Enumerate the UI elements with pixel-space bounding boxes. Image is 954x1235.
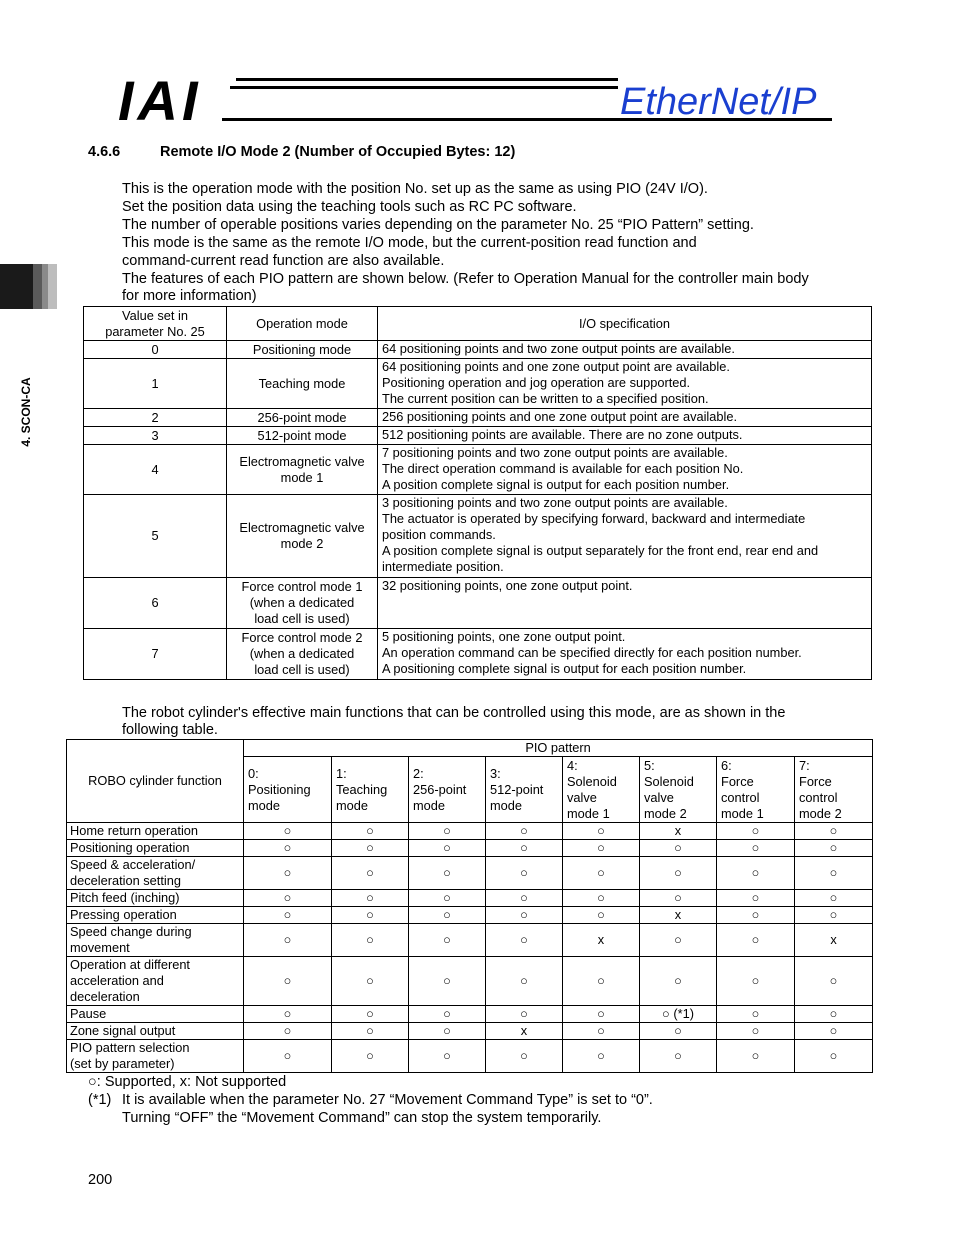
pattern-header-line: mode 2 (644, 805, 687, 821)
function-name-line: (set by parameter) (70, 1056, 175, 1071)
support-mark: ○ (640, 1040, 717, 1073)
io-specification-line: 512 positioning points are available. There are no zone outputs. (382, 427, 743, 442)
io-specification (378, 409, 872, 427)
pattern-header-line: Teaching (336, 781, 388, 797)
function-name-line: PIO pattern selection (70, 1040, 190, 1055)
io-specification-line: 7 positioning points and two zone output points are available. (382, 445, 728, 460)
function-name-line: Speed change during (70, 924, 192, 939)
table-row (67, 857, 873, 890)
function-name-line: Home return operation (70, 823, 199, 838)
table-header-row (67, 740, 873, 757)
io-specification-line: A position complete signal is output separately for the front end, rear end and (382, 543, 819, 558)
operation-mode (227, 409, 378, 427)
table-row (67, 890, 873, 907)
function-name-line: Operation at different (70, 957, 190, 972)
pattern-header (563, 757, 640, 823)
support-mark: ○ (717, 1006, 795, 1023)
operation-mode-line: 256-point mode (257, 409, 347, 425)
pattern-header-line: Force (799, 773, 832, 789)
function-name (67, 907, 244, 924)
intro-line: This is the operation mode with the position No. set up as the same as using PIO (24V I/O). (122, 181, 708, 197)
support-mark: ○ (717, 924, 795, 957)
function-name-line: deceleration setting (70, 873, 181, 888)
io-specification (378, 495, 872, 578)
io-specification (378, 427, 872, 445)
pattern-header-line: mode (490, 797, 523, 813)
pattern-header (332, 757, 409, 823)
support-mark: ○ (409, 823, 486, 840)
operation-mode-line: mode 2 (280, 536, 324, 551)
support-mark: ○ (332, 1006, 409, 1023)
support-mark: ○ (409, 840, 486, 857)
support-mark: ○ (717, 957, 795, 1006)
table-row (84, 341, 872, 359)
operation-mode-line: 512-point mode (257, 427, 347, 443)
function-name-line: Pitch feed (inching) (70, 890, 180, 905)
functions-intro-line: following table. (122, 722, 218, 738)
pattern-header-line: Positioning (248, 781, 311, 797)
support-mark: ○ (332, 840, 409, 857)
param-value: 5 (84, 495, 227, 578)
pattern-header (244, 757, 332, 823)
io-specification-line: 3 positioning points and two zone output points are available. (382, 495, 728, 510)
operation-mode-line: Electromagnetic valve (239, 520, 365, 535)
legend-note: ○: Supported, x: Not supported (88, 1074, 287, 1090)
support-mark: ○ (563, 890, 640, 907)
support-mark: ○ (795, 1023, 873, 1040)
support-mark: ○ (717, 907, 795, 924)
function-name-line: movement (70, 940, 130, 955)
support-mark: ○ (409, 857, 486, 890)
pattern-header-line: Solenoid (644, 773, 694, 789)
table-row (84, 427, 872, 445)
operation-mode (227, 445, 378, 495)
operation-mode-line: load cell is used) (254, 611, 350, 626)
ethernet-ip-logo: EtherNet/IP (620, 81, 817, 123)
support-mark: ○ (563, 957, 640, 1006)
operation-mode (227, 629, 378, 680)
support-mark: ○ (332, 1040, 409, 1073)
operation-mode-line: Force control mode 1 (241, 579, 363, 594)
table-row (67, 1040, 873, 1073)
function-name (67, 1023, 244, 1040)
io-specification-line: Positioning operation and jog operation are supported. (382, 375, 691, 390)
table-row (84, 578, 872, 629)
table-row (84, 359, 872, 409)
support-mark: ○ (486, 890, 563, 907)
support-mark: ○ (563, 823, 640, 840)
param-value: 3 (84, 427, 227, 445)
support-mark: ○ (563, 907, 640, 924)
function-name (67, 890, 244, 907)
support-mark: ○ (244, 924, 332, 957)
operation-mode-line: load cell is used) (254, 662, 350, 677)
support-mark: ○ (409, 907, 486, 924)
intro-line: The number of operable positions varies depending on the parameter No. 25 “PIO Pattern” setting. (122, 217, 754, 233)
param-value: 2 (84, 409, 227, 427)
support-mark: ○ (244, 907, 332, 924)
support-mark: ○ (717, 1040, 795, 1073)
io-specification-line: 64 positioning points and two zone output points are available. (382, 341, 735, 356)
pattern-header (795, 757, 873, 823)
function-support-table (66, 739, 873, 1073)
io-specification-line: The direct operation command is available for each position No. (382, 461, 744, 476)
support-mark: ○ (640, 857, 717, 890)
support-mark: ○ (244, 890, 332, 907)
intro-line: This mode is the same as the remote I/O mode, but the current-position read function and (122, 235, 697, 251)
io-specification-line: 32 positioning points, one zone output point. (382, 578, 633, 593)
table-row (84, 445, 872, 495)
table-row (84, 495, 872, 578)
support-mark: ○ (486, 857, 563, 890)
support-mark: ○ (795, 823, 873, 840)
support-mark: ○ (486, 1040, 563, 1073)
support-mark: ○ (640, 840, 717, 857)
header-value-set: Value set in parameter No. 25 (84, 307, 227, 341)
io-specification-line: 256 positioning points and one zone output point are available. (382, 409, 738, 424)
operation-mode-line: (when a dedicated (249, 595, 355, 610)
operation-mode (227, 427, 378, 445)
pattern-header (717, 757, 795, 823)
io-specification (378, 629, 872, 680)
io-specification-line: An operation command can be specified directly for each position number. (382, 645, 802, 660)
io-specification-line: 64 positioning points and one zone output point are available. (382, 359, 730, 374)
section-heading (88, 144, 515, 160)
function-name (67, 823, 244, 840)
operation-mode-line: Force control mode 2 (241, 630, 363, 645)
pattern-header-line: control (721, 789, 760, 805)
support-mark: ○ (563, 1006, 640, 1023)
support-mark: ○ (332, 1023, 409, 1040)
function-name (67, 1040, 244, 1073)
header-io-spec: I/O specification (378, 307, 872, 341)
pattern-header (409, 757, 486, 823)
pattern-header-line: 0: (248, 765, 259, 781)
support-mark: ○ (640, 924, 717, 957)
support-mark: ○ (332, 890, 409, 907)
support-mark: ○ (563, 1023, 640, 1040)
support-mark: ○ (795, 857, 873, 890)
support-mark: ○ (717, 823, 795, 840)
support-mark: ○ (409, 1023, 486, 1040)
io-specification (378, 445, 872, 495)
support-mark: ○ (795, 1040, 873, 1073)
pattern-header-line: 2: (413, 765, 424, 781)
support-mark: x (795, 924, 873, 957)
pattern-header-line: valve (567, 789, 597, 805)
table-row (67, 1023, 873, 1040)
io-specification (378, 359, 872, 409)
param-value: 1 (84, 359, 227, 409)
support-mark: ○ (795, 907, 873, 924)
header-pio-pattern: PIO pattern (244, 740, 873, 757)
function-name-line: Positioning operation (70, 840, 190, 855)
intro-line: for more information) (122, 288, 257, 304)
header-logo (118, 74, 838, 128)
support-mark: ○ (244, 1040, 332, 1073)
support-mark: ○ (640, 1023, 717, 1040)
support-mark: ○ (332, 907, 409, 924)
support-mark: ○ (717, 1023, 795, 1040)
support-mark: ○ (486, 924, 563, 957)
support-mark: ○ (244, 1023, 332, 1040)
support-mark: ○ (409, 924, 486, 957)
table-header-row (84, 307, 872, 341)
pattern-header-line: mode 1 (721, 805, 764, 821)
io-specification-line: The current position can be written to a specified position. (382, 391, 709, 406)
io-specification-line: A positioning complete signal is output for each position number. (382, 661, 747, 676)
function-name-line: Pressing operation (70, 907, 177, 922)
io-specification-line: intermediate position. (382, 559, 504, 574)
table-row (67, 840, 873, 857)
operation-mode (227, 495, 378, 578)
param-value: 6 (84, 578, 227, 629)
support-mark: ○ (244, 957, 332, 1006)
table-row (67, 1006, 873, 1023)
section-number: 4.6.6 (88, 144, 121, 160)
support-mark: ○ (409, 1040, 486, 1073)
function-name (67, 1006, 244, 1023)
footnote-text: It is available when the parameter No. 27 “Movement Command Type” is set to “0”. (122, 1092, 653, 1108)
param-value: 0 (84, 341, 227, 359)
pattern-header-line: 3: (490, 765, 501, 781)
support-mark: ○ (563, 840, 640, 857)
support-mark: x (563, 924, 640, 957)
operation-mode-line: Teaching mode (258, 375, 346, 391)
chapter-tab-marker (0, 264, 57, 309)
io-specification-line: A position complete signal is output for each position number. (382, 477, 730, 492)
support-mark: ○ (244, 857, 332, 890)
support-mark: ○ (486, 1006, 563, 1023)
function-name (67, 840, 244, 857)
function-name-line: deceleration (70, 989, 140, 1004)
table-row (84, 409, 872, 427)
pattern-header (486, 757, 563, 823)
support-mark: ○ (486, 840, 563, 857)
io-specification-line: The actuator is operated by specifying forward, backward and intermediate (382, 511, 806, 526)
table-row (67, 823, 873, 840)
param-value: 4 (84, 445, 227, 495)
function-name-line: Zone signal output (70, 1023, 176, 1038)
support-mark: ○ (640, 957, 717, 1006)
operation-mode-line: mode 1 (280, 469, 324, 485)
function-name (67, 957, 244, 1006)
io-specification (378, 341, 872, 359)
support-mark: ○ (717, 840, 795, 857)
pattern-header-line: Solenoid (567, 773, 617, 789)
logo-rule-top (236, 78, 618, 81)
support-mark: ○ (486, 907, 563, 924)
pattern-header-line: 256-point (413, 781, 467, 797)
support-mark: ○ (332, 957, 409, 1006)
header-operation-mode: Operation mode (227, 307, 378, 341)
function-name (67, 924, 244, 957)
support-mark: x (486, 1023, 563, 1040)
function-name-line: Speed & acceleration/ (70, 857, 196, 872)
support-mark: ○ (640, 890, 717, 907)
support-mark: ○ (244, 840, 332, 857)
support-mark: ○ (717, 890, 795, 907)
pattern-header-line: valve (644, 789, 674, 805)
pattern-header-line: mode (413, 797, 446, 813)
logo-rule-mid (230, 86, 618, 89)
operation-mode-line: Positioning mode (252, 341, 352, 357)
support-mark: ○ (332, 857, 409, 890)
support-mark: ○ (486, 957, 563, 1006)
pattern-header (640, 757, 717, 823)
pattern-header-line: mode 2 (799, 805, 842, 821)
support-mark: x (640, 823, 717, 840)
support-mark: ○ (409, 957, 486, 1006)
support-mark: ○ (486, 823, 563, 840)
header-robo-function: ROBO cylinder function (67, 740, 244, 823)
footnote-text: Turning “OFF” the “Movement Command” can stop the system temporarily. (122, 1110, 602, 1126)
pattern-header-line: 6: (721, 757, 732, 773)
pattern-header-line: control (799, 789, 838, 805)
table-row (67, 924, 873, 957)
operation-mode-line: Electromagnetic valve (239, 453, 365, 469)
intro-line: command-current read function are also available. (122, 253, 445, 269)
support-mark: ○ (795, 890, 873, 907)
io-specification-line: 5 positioning points, one zone output point. (382, 629, 626, 644)
support-mark: ○ (717, 857, 795, 890)
support-mark: ○ (332, 924, 409, 957)
operation-mode (227, 341, 378, 359)
operation-mode (227, 578, 378, 629)
support-mark: ○ (244, 823, 332, 840)
intro-line: Set the position data using the teaching tools such as RC PC software. (122, 199, 577, 215)
pattern-header-line: Force (721, 773, 754, 789)
support-mark: ○ (563, 1040, 640, 1073)
support-mark: ○ (795, 840, 873, 857)
io-specification (378, 578, 872, 629)
pattern-header-line: 7: (799, 757, 810, 773)
support-mark: ○ (795, 1006, 873, 1023)
function-name-line: acceleration and (70, 973, 164, 988)
pattern-header-line: mode (248, 797, 281, 813)
iai-logo: IAI (118, 74, 202, 128)
function-name (67, 857, 244, 890)
pattern-header-line: mode (336, 797, 369, 813)
page-number: 200 (88, 1172, 113, 1188)
pattern-header-line: 4: (567, 757, 578, 773)
function-name-line: Pause (70, 1006, 107, 1021)
support-mark: ○ (332, 823, 409, 840)
operation-mode (227, 359, 378, 409)
support-mark: ○ (795, 957, 873, 1006)
pio-pattern-table (83, 306, 872, 680)
operation-mode-line: (when a dedicated (249, 646, 355, 661)
pattern-header-line: 1: (336, 765, 347, 781)
param-value: 7 (84, 629, 227, 680)
functions-intro-line: The robot cylinder's effective main functions that can be controlled using this mode, are as shown in the (122, 705, 786, 721)
footnote-mark: (*1) (88, 1092, 112, 1108)
table-row (67, 907, 873, 924)
intro-line: The features of each PIO pattern are shown below. (Refer to Operation Manual for the controller main body (122, 271, 809, 287)
support-mark: ○ (244, 1006, 332, 1023)
section-title: Remote I/O Mode 2 (Number of Occupied Bytes: 12) (160, 144, 516, 160)
support-mark: ○ (*1) (640, 1006, 717, 1023)
table-row (67, 957, 873, 1006)
pattern-header-line: 5: (644, 757, 655, 773)
support-mark: x (640, 907, 717, 924)
pattern-header-line: mode 1 (567, 805, 610, 821)
support-mark: ○ (409, 1006, 486, 1023)
support-mark: ○ (563, 857, 640, 890)
pattern-header-line: 512-point (490, 781, 544, 797)
table-row (84, 629, 872, 680)
io-specification-line: position commands. (382, 527, 496, 542)
support-mark: ○ (409, 890, 486, 907)
